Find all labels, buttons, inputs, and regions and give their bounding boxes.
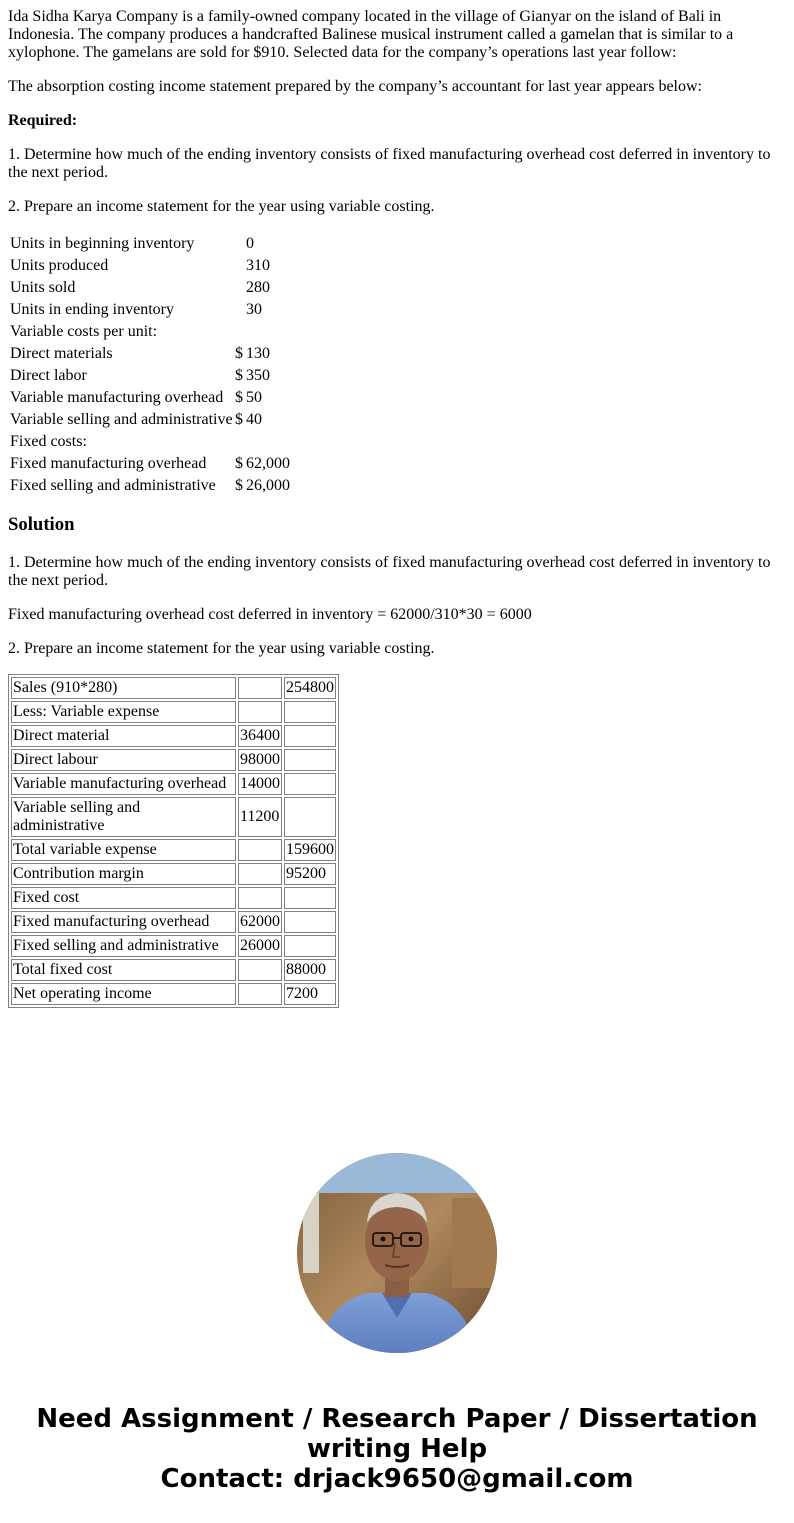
promo-banner (0, 1404, 794, 1494)
row-value: 40 (246, 411, 262, 428)
row-value: 130 (246, 345, 270, 362)
required-label: Required: (8, 112, 78, 129)
row-value: 0 (246, 235, 254, 252)
author-portrait-icon (297, 1153, 497, 1353)
row-label: Direct material (11, 725, 236, 747)
solution-answer-1: Fixed manufacturing overhead cost deferred in inventory = 62000/310*30 = 6000 (8, 606, 532, 623)
row-total: 7200 (284, 983, 336, 1005)
table-row (11, 839, 336, 861)
table-row (11, 677, 336, 699)
row-value: 26,000 (246, 477, 290, 494)
row-currency (235, 278, 244, 298)
document-body (8, 8, 786, 1008)
row-currency: $ (235, 411, 243, 428)
question-2: 2. Prepare an income statement for the year using variable costing. (8, 198, 435, 215)
row-label: Contribution margin (11, 863, 236, 885)
row-currency: $ (235, 477, 243, 494)
banner-line-1: Need Assignment / Research Paper / Dissertation (36, 1404, 758, 1434)
row-total: 159600 (284, 839, 336, 861)
row-amount: 26000 (238, 935, 282, 957)
table-row (10, 366, 290, 386)
solution-question-2: 2. Prepare an income statement for the year using variable costing. (8, 640, 435, 657)
row-amount: 36400 (238, 725, 282, 747)
table-row (11, 725, 336, 747)
table-row (10, 300, 290, 320)
row-label: Units in beginning inventory (10, 235, 195, 252)
row-amount: 11200 (238, 797, 282, 837)
row-value: 310 (246, 257, 270, 274)
variable-costing-income-statement (8, 674, 339, 1008)
row-value: 30 (246, 301, 262, 318)
row-currency (235, 234, 244, 254)
row-total: 254800 (284, 677, 336, 699)
row-currency (235, 256, 244, 276)
banner-line-2: writing Help (306, 1434, 488, 1464)
table-row (10, 234, 290, 254)
row-value (246, 432, 290, 452)
row-total (284, 887, 336, 909)
table-row (10, 432, 290, 452)
row-currency: $ (235, 367, 243, 384)
banner-contact: Contact: drjack9650@gmail.com (160, 1464, 634, 1494)
intro-paragraph: Ida Sidha Karya Company is a family-owned company located in the village of Gianyar on the island of Bali in Indonesia. The company produces a handcrafted Balinese musical instrument called a gamelan that is similar to a xylophone. The gamelans are sold for $910. Selected data for the company’s operations last year follow: (8, 8, 734, 61)
table-row (10, 388, 290, 408)
row-total (284, 749, 336, 771)
table-row (11, 773, 336, 795)
row-amount (238, 677, 282, 699)
row-label: Variable manufacturing overhead (11, 773, 236, 795)
row-value: 50 (246, 389, 262, 406)
row-label: Variable costs per unit: (10, 323, 158, 340)
row-label: Units in ending inventory (10, 301, 174, 318)
row-amount (238, 959, 282, 981)
row-label: Variable selling and administrative (11, 797, 236, 837)
row-label: Total fixed cost (11, 959, 236, 981)
statement-intro-paragraph: The absorption costing income statement prepared by the company’s accountant for last year appears below: (8, 78, 702, 95)
table-row (11, 935, 336, 957)
row-label: Units produced (10, 257, 109, 274)
row-label: Direct materials (10, 345, 113, 362)
row-amount: 62000 (238, 911, 282, 933)
row-label: Net operating income (11, 983, 236, 1005)
solution-heading: Solution (8, 514, 75, 535)
row-currency (235, 300, 244, 320)
table-row (10, 454, 290, 474)
row-label: Direct labor (10, 367, 87, 384)
row-label: Fixed selling and administrative (10, 477, 216, 494)
table-row (10, 410, 290, 430)
row-label: Fixed cost (11, 887, 236, 909)
row-currency (235, 432, 244, 452)
table-row (11, 863, 336, 885)
row-total (284, 701, 336, 723)
row-amount (238, 839, 282, 861)
row-value: 62,000 (246, 455, 290, 472)
table-row (11, 983, 336, 1005)
table-row (11, 959, 336, 981)
table-row (10, 256, 290, 276)
row-total: 88000 (284, 959, 336, 981)
solution-question-1: 1. Determine how much of the ending inventory consists of fixed manufacturing overhead cost deferred in inventory to the next period. (8, 554, 771, 589)
table-row (10, 344, 290, 364)
row-total (284, 797, 336, 837)
row-label: Direct labour (11, 749, 236, 771)
row-total: 95200 (284, 863, 336, 885)
table-row (10, 278, 290, 298)
row-value: 280 (246, 279, 270, 296)
row-amount (238, 863, 282, 885)
operations-data-table (8, 232, 292, 498)
row-total (284, 935, 336, 957)
row-amount: 14000 (238, 773, 282, 795)
row-value (246, 322, 290, 342)
table-row (11, 749, 336, 771)
row-total (284, 725, 336, 747)
row-currency (235, 322, 244, 342)
row-label: Fixed costs: (10, 433, 87, 450)
table-row (10, 476, 290, 496)
row-amount (238, 701, 282, 723)
table-row (11, 911, 336, 933)
row-value: 350 (246, 367, 270, 384)
question-1: 1. Determine how much of the ending inventory consists of fixed manufacturing overhead cost deferred in inventory to the next period. (8, 146, 771, 181)
row-label: Variable selling and administrative (10, 411, 233, 428)
row-label: Total variable expense (11, 839, 236, 861)
row-amount (238, 887, 282, 909)
row-amount (238, 983, 282, 1005)
row-label: Fixed manufacturing overhead (10, 455, 207, 472)
table-row (11, 701, 336, 723)
row-label: Sales (910*280) (11, 677, 236, 699)
row-currency: $ (235, 455, 243, 472)
row-amount: 98000 (238, 749, 282, 771)
row-label: Units sold (10, 279, 76, 296)
table-row (11, 887, 336, 909)
row-total (284, 911, 336, 933)
row-label: Variable manufacturing overhead (10, 389, 224, 406)
row-currency: $ (235, 345, 243, 362)
table-row (10, 322, 290, 342)
row-total (284, 773, 336, 795)
row-label: Less: Variable expense (11, 701, 236, 723)
row-label: Fixed manufacturing overhead (11, 911, 236, 933)
table-row (11, 797, 336, 837)
author-avatar (297, 1153, 497, 1353)
row-label: Fixed selling and administrative (11, 935, 236, 957)
row-currency: $ (235, 389, 243, 406)
